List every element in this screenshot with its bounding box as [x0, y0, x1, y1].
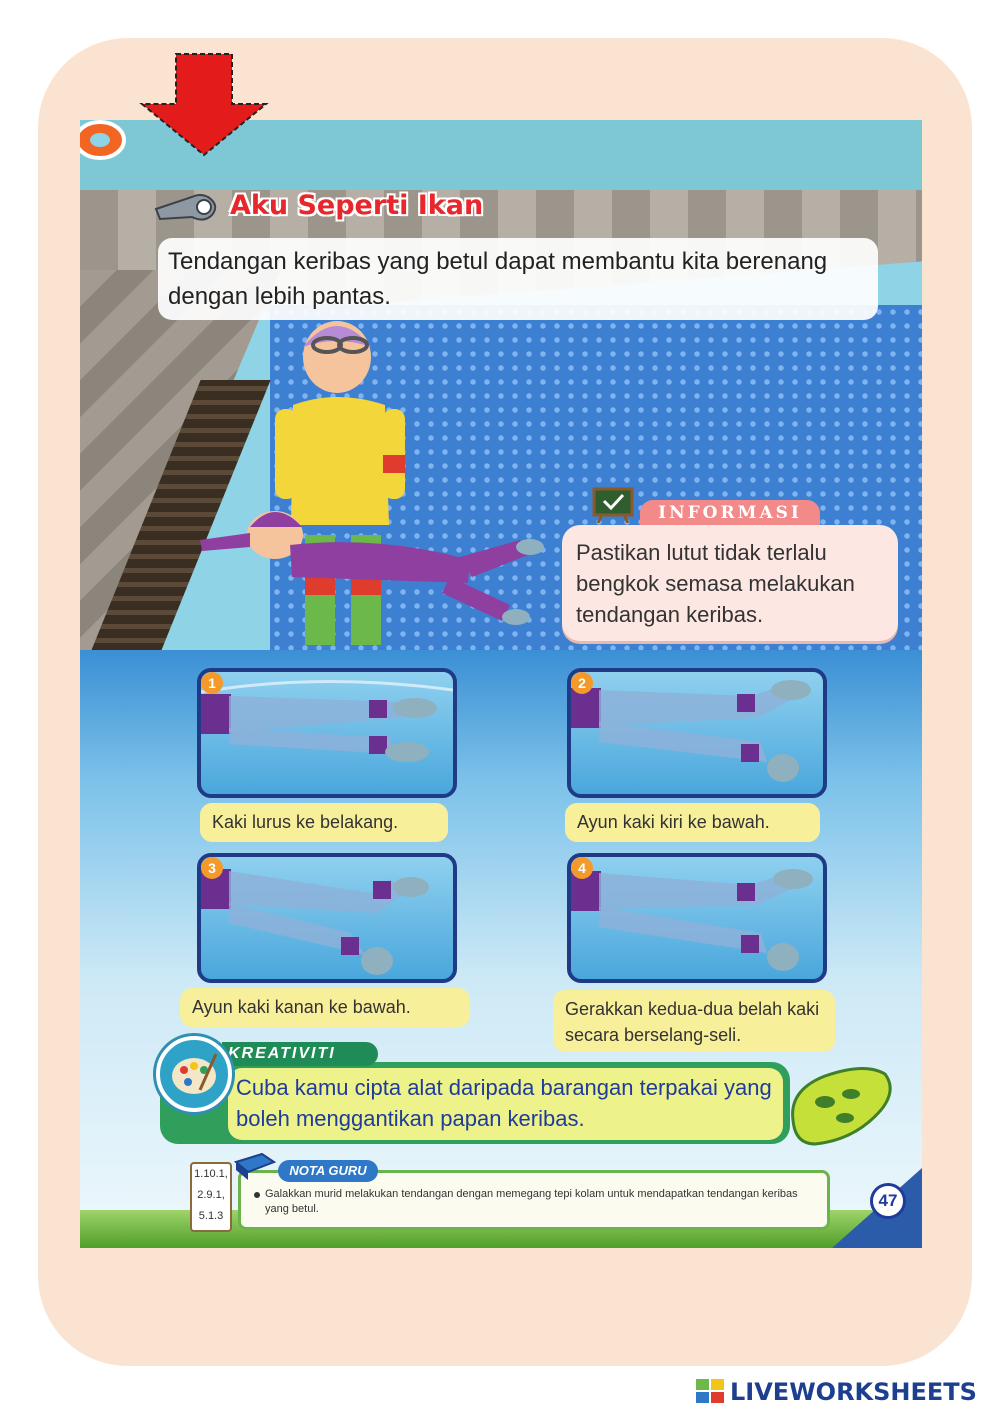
- curriculum-code: 5.1.3: [198, 1210, 224, 1222]
- kreativiti-text: Cuba kamu cipta alat daripada barangan terpakai yang boleh menggantikan papan keribas.: [228, 1068, 783, 1140]
- whistle-icon: [152, 185, 222, 225]
- nota-guru-label: NOTA GURU: [278, 1160, 378, 1182]
- book-icon: [232, 1152, 278, 1182]
- down-arrow-icon: [139, 52, 269, 157]
- page-number: 47: [870, 1183, 906, 1219]
- step-2-caption: Ayun kaki kiri ke bawah.: [565, 803, 820, 842]
- step-4-image: [567, 853, 827, 983]
- lesson-header: [152, 185, 483, 225]
- kreativiti-label: KREATIVITI: [222, 1042, 378, 1066]
- lesson-intro: Tendangan keribas yang betul dapat membantu kita berenang dengan lebih pantas.: [158, 238, 878, 320]
- liveworksheets-icon: [696, 1379, 726, 1405]
- kickboard-icon: [785, 1060, 897, 1152]
- step-2-image: [567, 668, 827, 798]
- palette-icon: [156, 1036, 232, 1112]
- curriculum-codes: [190, 1162, 232, 1232]
- step-3-number: 3: [201, 857, 223, 879]
- curriculum-code: 1.10.1,: [194, 1168, 228, 1180]
- curriculum-code: 2.9.1,: [197, 1189, 225, 1201]
- informasi-box: Pastikan lutut tidak terlalu bengkok semasa melakukan tendangan keribas.: [562, 525, 898, 641]
- step-1-image: [197, 668, 457, 798]
- liveworksheets-logo: [696, 1378, 977, 1406]
- lesson-title: Aku Seperti Ikan: [230, 189, 484, 221]
- nota-guru-box: Galakkan murid melakukan tendangan dengan memegang tepi kolam untuk mendapatkan tendangan keribas yang betul.: [238, 1170, 830, 1230]
- chalkboard-check-icon: [592, 487, 634, 523]
- informasi-label: INFORMASI: [640, 500, 820, 526]
- swimming-child-illustration: [180, 485, 550, 645]
- step-2-number: 2: [571, 672, 593, 694]
- brand-name: LIVEWORKSHEETS: [730, 1378, 977, 1406]
- swim-ring-icon: [80, 118, 135, 163]
- bullet-dot: [254, 1192, 260, 1198]
- step-1-caption: Kaki lurus ke belakang.: [200, 803, 448, 842]
- step-3-caption: Ayun kaki kanan ke bawah.: [180, 988, 470, 1027]
- step-4-caption: Gerakkan kedua-dua belah kaki secara berselang-seli.: [553, 990, 835, 1052]
- step-1-number: 1: [201, 672, 223, 694]
- step-4-number: 4: [571, 857, 593, 879]
- step-3-image: [197, 853, 457, 983]
